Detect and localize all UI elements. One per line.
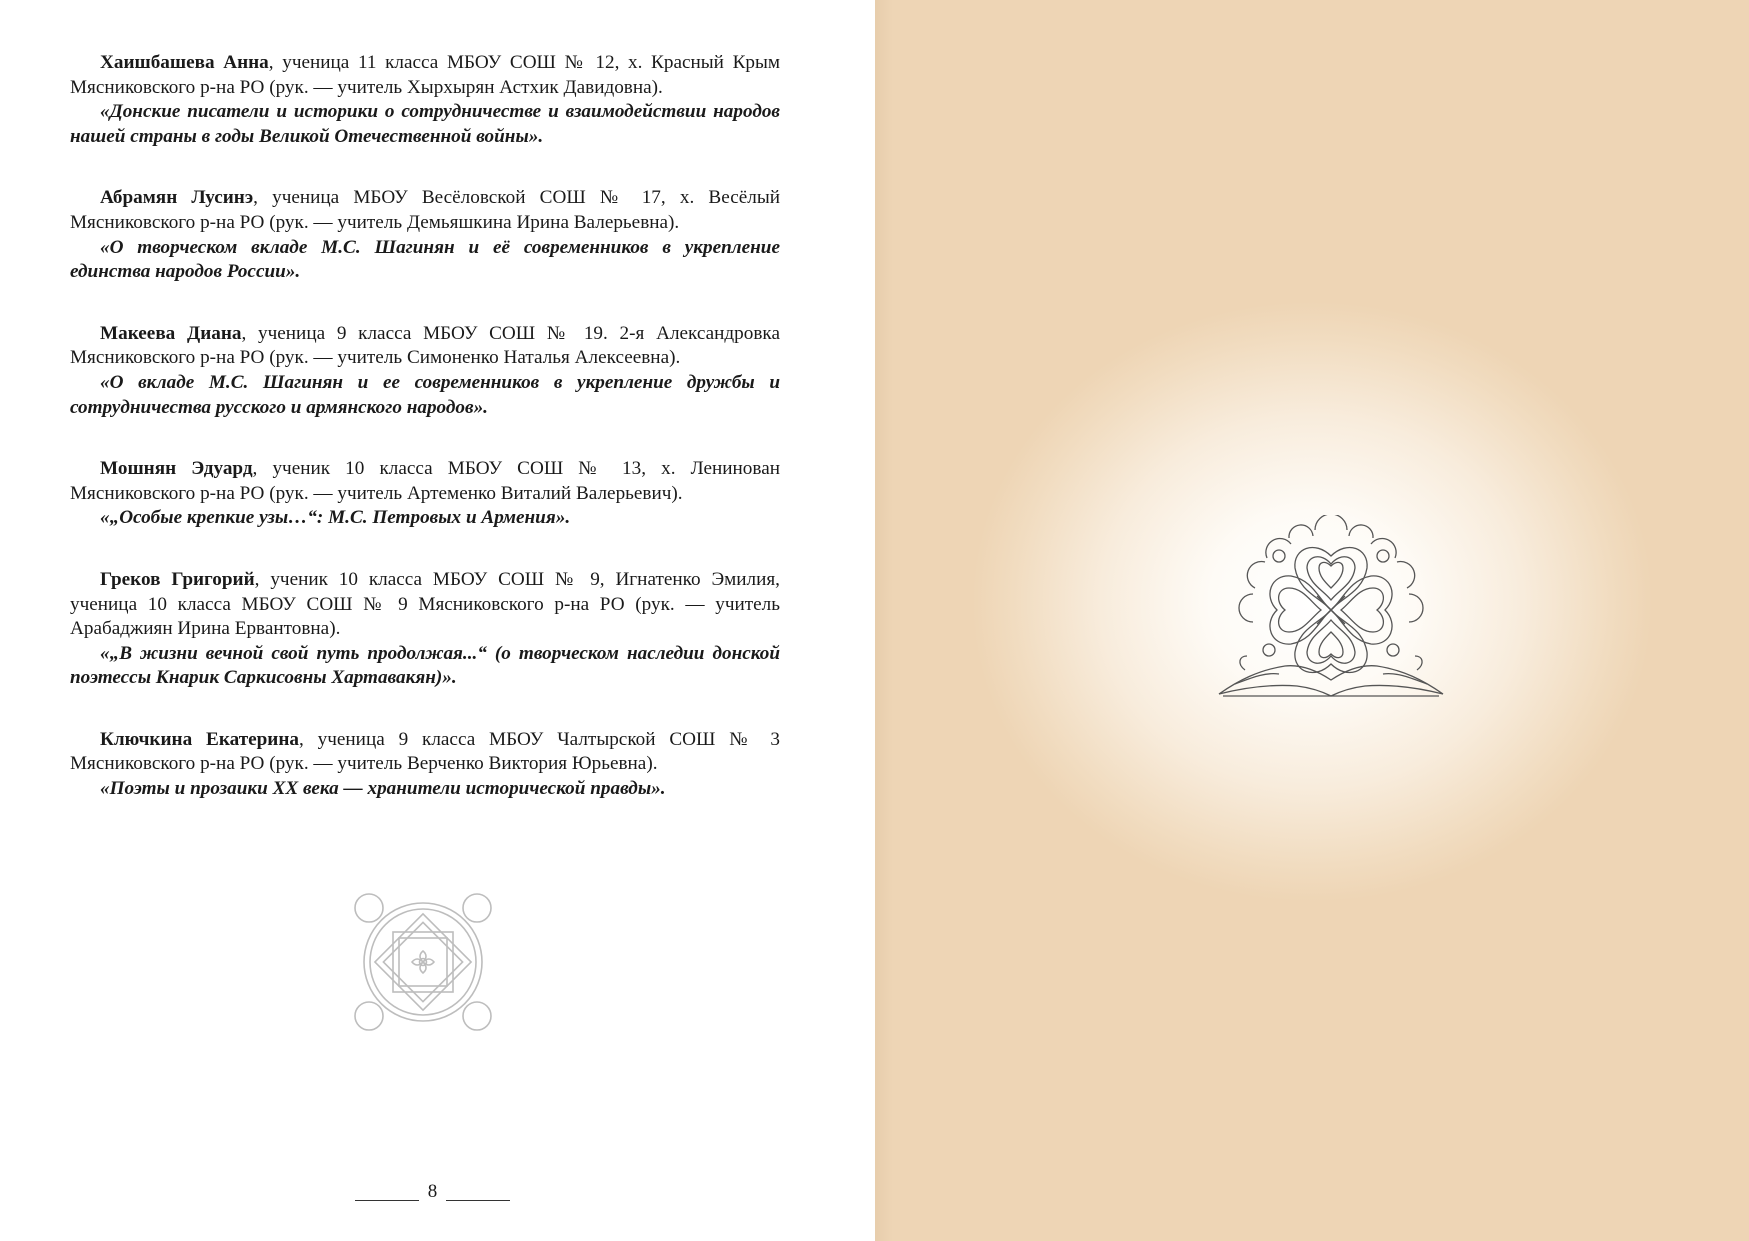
entry-details-paragraph: [70, 322, 780, 371]
entry-details-paragraph: [70, 728, 780, 777]
celtic-knot-ornament-icon: [350, 889, 496, 1035]
entry-details: , ученица 9 класса МБОУ СОШ № 19. 2-я Александровка Мясниковского р-на РО (рук. — учитель Симоненко Наталья Алексеевна).: [70, 322, 780, 369]
entry-title: «О вкладе М.С. Шагинян и ее современников в укрепление дружбы и сотрудничества русского и армянского народов».: [70, 371, 780, 418]
entry-title: «Поэты и прозаики XX века — хранители исторической правды».: [100, 778, 666, 800]
list-item: [70, 186, 780, 284]
list-item: [70, 568, 780, 691]
entry-list: [70, 51, 780, 839]
entry-title: «Донские писатели и историки о сотрудничестве и взаимодействии народов нашей страны в годы Великой Отечественной войны».: [70, 101, 780, 147]
entry-author: Ключкина Екатерина: [100, 728, 300, 750]
page-number: 8: [427, 1181, 438, 1202]
entry-title: «„В жизни вечной свой путь продолжая...“ (о творческом наследии донской поэтессы Кнарик Саркисовны Хартавакян)».: [70, 642, 780, 689]
right-page: [875, 0, 1749, 1241]
entry-title: «„Особые крепкие узы…“: М.С. Петровых и Армения».: [100, 507, 571, 529]
armenian-floral-ornament-icon: [1215, 515, 1447, 698]
folio-rule-right: [446, 1200, 510, 1201]
entry-details: , ученик 10 класса МБОУ СОШ № 13, х. Ленинован Мясниковского р-на РО (рук. — учитель Артеменко Виталий Валерьевич).: [70, 458, 780, 504]
entry-title: «О творческом вкладе М.С. Шагинян и её современников в укрепление единства народов России».: [70, 236, 780, 283]
entry-author: Мошнян Эдуард: [100, 458, 253, 480]
list-item: [70, 51, 780, 149]
folio-rule-left: [355, 1200, 419, 1201]
entry-details: , ученица МБОУ Весёловской СОШ № 17, х. Весёлый Мясниковского р-на РО (рук. — учитель Демьяшкина Ирина Валерьевна).: [70, 187, 780, 233]
entry-details-paragraph: [70, 186, 780, 235]
entry-details-paragraph: [70, 457, 780, 506]
list-item: [70, 457, 780, 531]
entry-author: Макеева Диана: [100, 322, 242, 344]
list-item: [70, 728, 780, 802]
entry-details: , ученик 10 класса МБОУ СОШ № 9, Игнатенко Эмилия, ученица 10 класса МБОУ СОШ № 9 Мясниковского р-на РО (рук. — учитель Арабаджиян Ирина Ервантовна).: [70, 568, 780, 640]
entry-details: , ученица 9 класса МБОУ Чалтырской СОШ № 3 Мясниковского р-на РО (рук. — учитель Верченко Виктория Юрьевна).: [70, 728, 781, 775]
entry-author: Греков Григорий: [100, 568, 255, 590]
list-item: [70, 322, 780, 420]
page-folio: [355, 1180, 510, 1206]
entry-details: , ученица 11 класса МБОУ СОШ № 12, х. Красный Крым Мясниковского р-на РО (рук. — учитель Хырхырян Астхик Давидовна).: [70, 52, 780, 98]
entry-author: Хаишбашева Анна: [100, 52, 269, 73]
entry-details-paragraph: [70, 568, 780, 642]
entry-details-paragraph: [70, 51, 780, 100]
entry-author: Абрамян Лусинэ: [100, 187, 254, 209]
